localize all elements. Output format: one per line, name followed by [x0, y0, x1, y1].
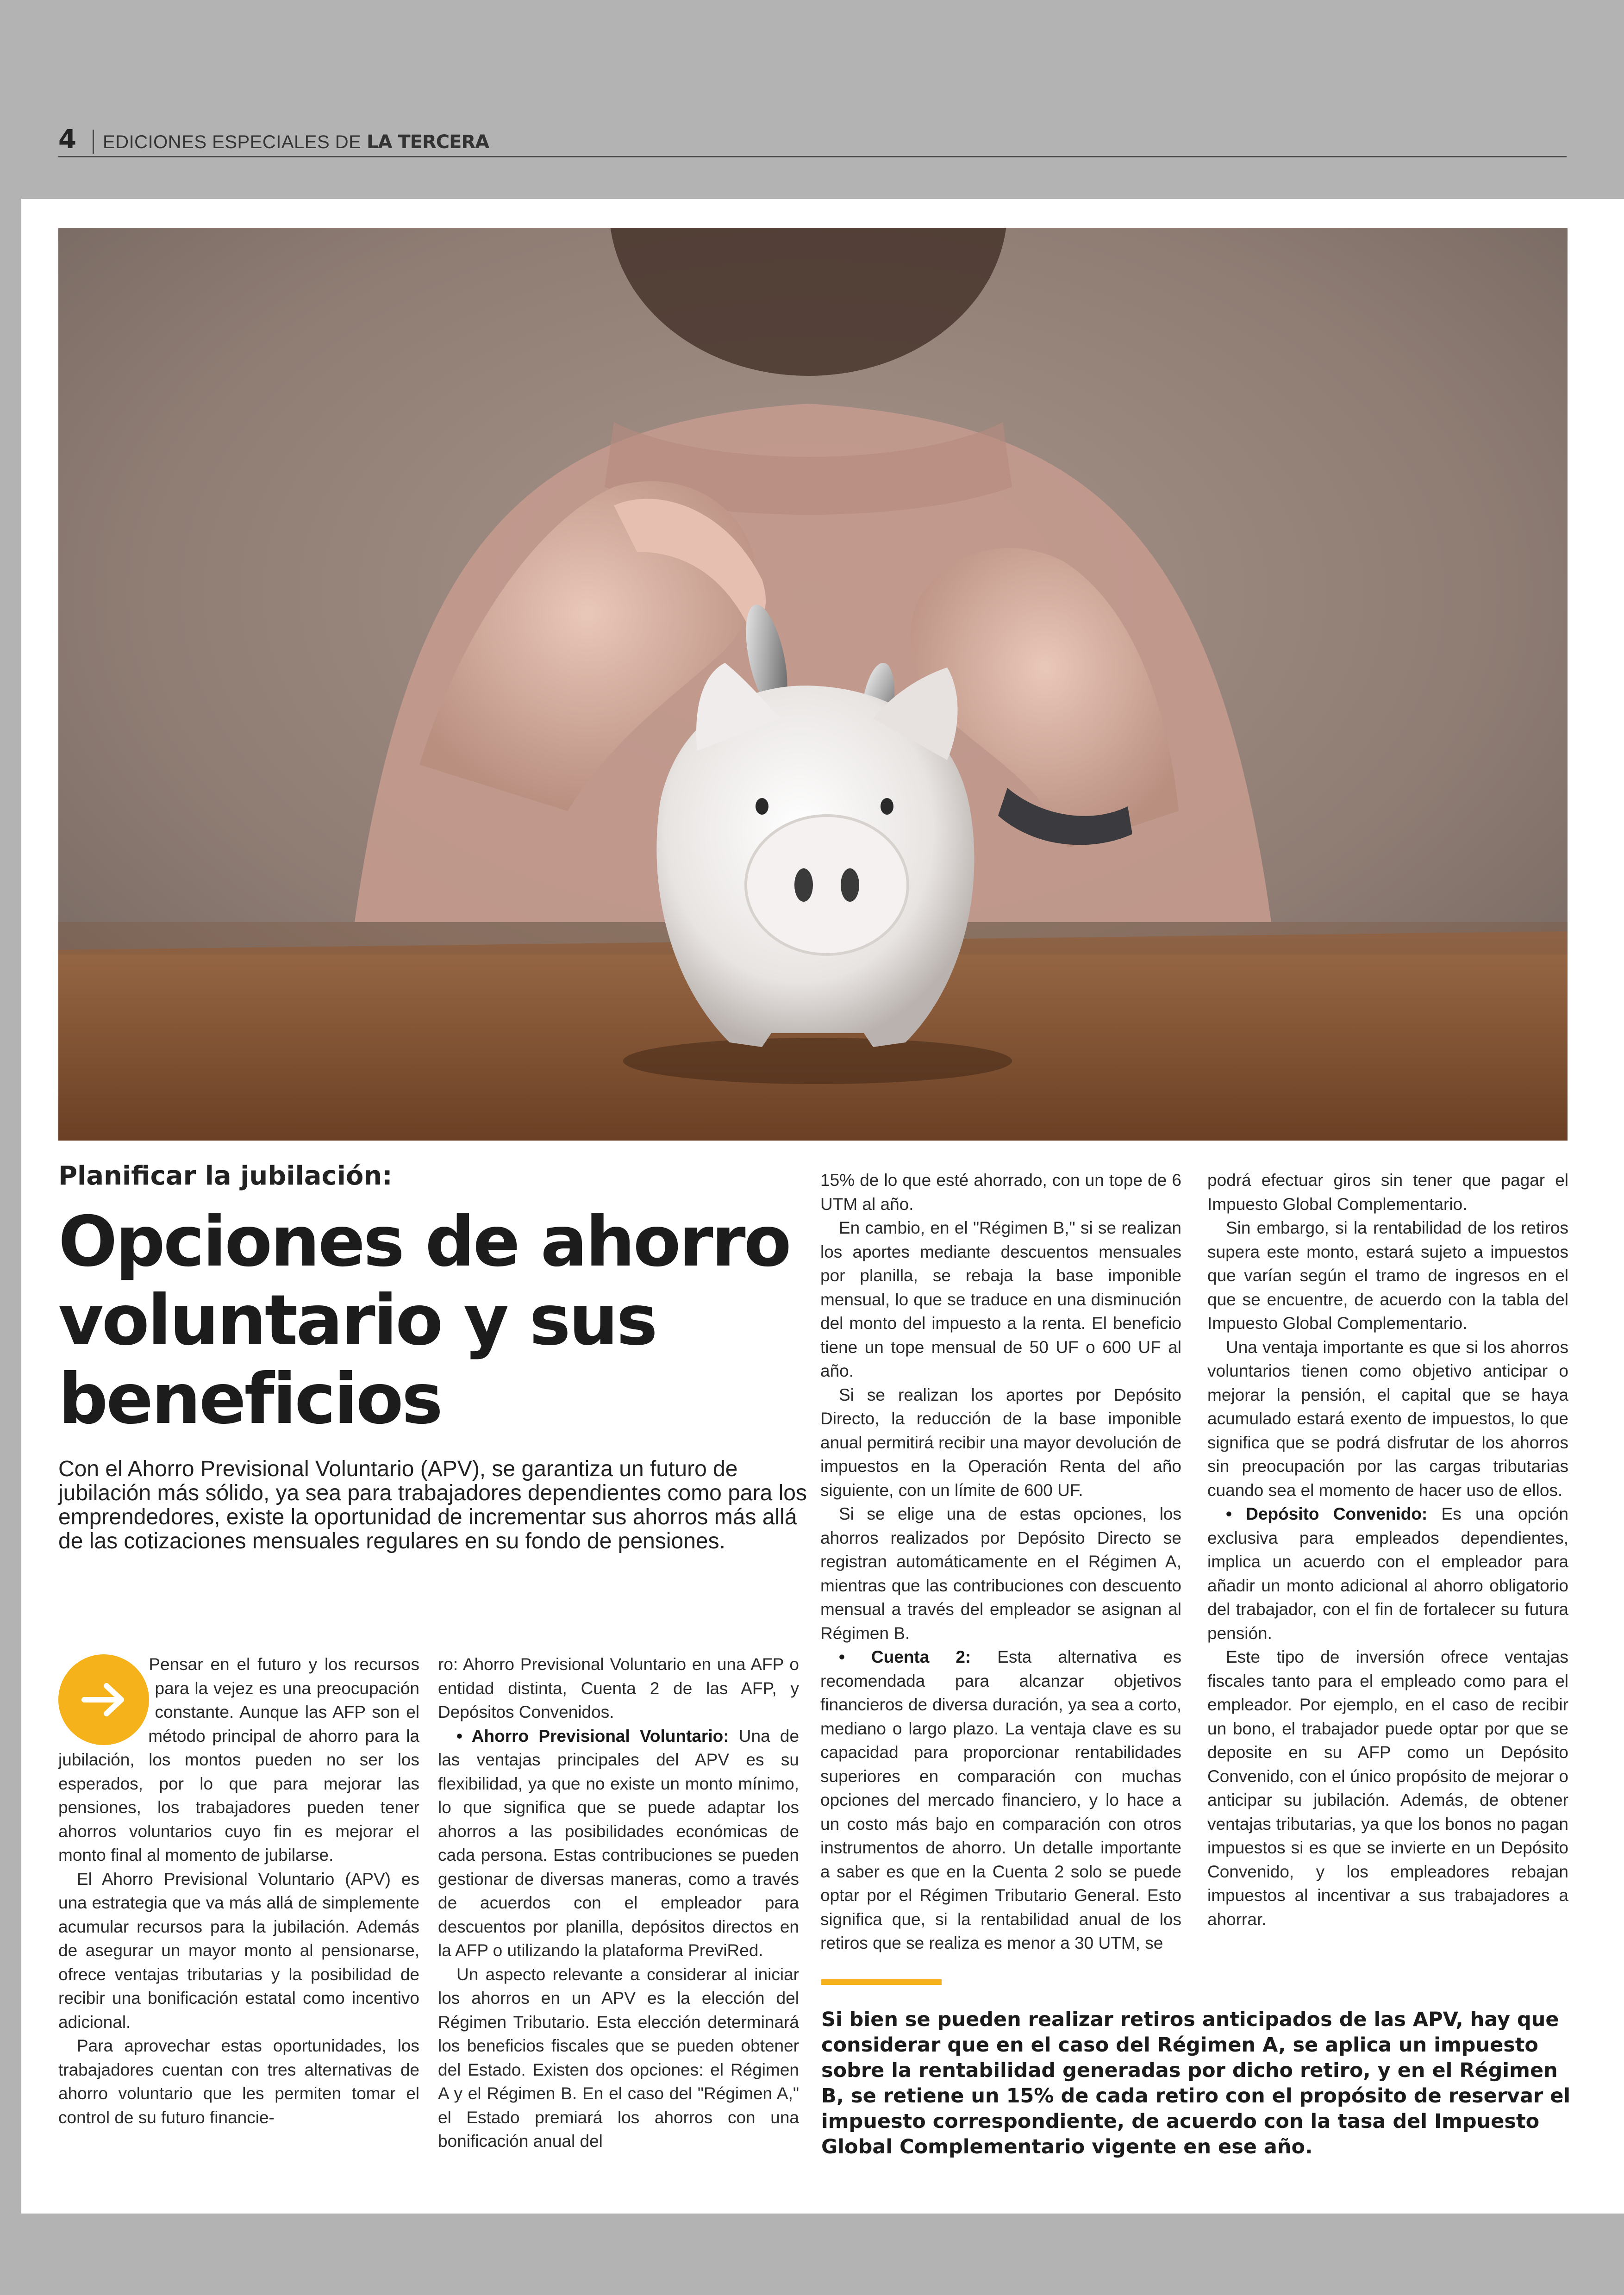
body-paragraph: Si se elige una de estas opciones, los ahorros realizados por Depósito Directo se registran automáticamente en el Régimen A, mientras que las contribuciones con descuento mensual a través del empleador se asignan al Régimen B. [820, 1504, 1181, 1643]
article-deck: Con el Ahorro Previsional Voluntario (APV), se garantiza un futuro de jubilación más sólido, ya sea para trabajadores dependientes como para los emprendedores, existe la oportunidad de incrementar sus ahorros más allá de las cotizaciones mensuales regulares en su fondo de pensiones. [58, 1457, 807, 1553]
body-column-4 [1207, 1168, 1568, 1931]
body-paragraph-cuenta2 [820, 1645, 1181, 1955]
subhead-apv: • Ahorro Previsional Voluntario: [456, 1726, 729, 1746]
body-paragraph: Pensar en el futuro y los recursos para la vejez es una preocupación constante. Aunque las AFP son el método principal de ahorro para la jubilación, los montos pueden no ser los esperados, por lo que para mejorar las pensiones, los trabajadores pueden tener ahorros voluntarios cuyo fin es mejorar el monto final al momento de jubilarse. [58, 1655, 419, 1865]
article-kicker: Planificar la jubilación: [58, 1161, 393, 1191]
publication-name: LA TERCERA [366, 131, 489, 153]
pullquote: Si bien se pueden realizar retiros anticipados de las APV, hay que considerar que en el caso del Régimen A, se aplica un impuesto sobre la rentabilidad generadas por dicho retiro, y en el Régimen B, se retiene un 15% de cada retiro con el propósito de reservar el impuesto correspondiente, de acuerdo con la tasa del Impuesto Global Complementario vigente en ese año. [821, 2008, 1571, 2158]
body-text: Una de las ventajas principales del APV es su flexibilidad, ya que no existe un monto mínimo, lo que significa que se puede adaptar los ahorros a las posibilidades económicas de cada persona. Estas contribuciones se pueden gestionar de diversas maneras, como a través de acuerdos con el empleador para descuentos por planilla, depósitos directos en la AFP o utilizando la plataforma PreviRed. [438, 1726, 800, 1960]
body-paragraph: El Ahorro Previsional Voluntario (APV) es una estrategia que va más allá de simplemente acumular recursos para la jubilación. Además de asegurar un mayor monto al pensionarse, ofrece ventajas tributarias y la posibilidad de recibir una bonificación estatal como incentivo adicional. [58, 1869, 419, 2032]
body-paragraph: Este tipo de inversión ofrece ventajas fiscales tanto para el empleado como para el empleador. Por ejemplo, en el caso de recibir un bono, el trabajador puede optar por que se deposite en su AFP como un Depósito Convenido, con el único propósito de mejorar o anticipar su jubilación. Además, de obtener ventajas tributarias, ya que los bonos no pagan impuestos si es que se invierte en un Depósito Convenido, y los empleadores rebajan impuestos al incentivar a sus trabajadores a ahorrar. [1207, 1647, 1568, 1929]
pullquote-rule [821, 1979, 942, 1985]
body-paragraph: Para aprovechar estas oportunidades, los trabajadores cuentan con tres alternativas de ahorro voluntario que les permiten tomar el control de su futuro financie- [58, 2036, 419, 2127]
body-paragraph-deposito [1207, 1502, 1568, 1645]
body-paragraph: En cambio, en el "Régimen B," si se realizan los aportes mediante descuentos mensuales por planilla, se rebaja la base imponible mensual, lo que se traduce en una disminución del monto del impuesto a la renta. El beneficio tiene un tope mensual de 50 UF o 600 UF al año. [820, 1218, 1181, 1380]
body-paragraph: Si se realizan los aportes por Depósito Directo, la reducción de la base imponible anual permitirá recibir una mayor devolución de impuestos en la Operación Renta del año siguiente, con un límite de 600 UF. [820, 1385, 1181, 1500]
body-paragraph: podrá efectuar giros sin tener que pagar el Impuesto Global Complementario. [1207, 1171, 1568, 1214]
body-text: Es una opción exclusiva para empleados dependientes, implica un acuerdo con el empleador para añadir un monto adicional al ahorro obligatorio del trabajador, con el fin de fortalecer su futura pensión. [1207, 1504, 1568, 1643]
piggy-bank-photo [58, 228, 1568, 1141]
page-number: 4 [58, 125, 76, 155]
arrow-right-icon [58, 1654, 149, 1745]
header-divider [93, 130, 94, 154]
subhead-deposito-convenido: • Depósito Convenido: [1226, 1504, 1428, 1523]
article-page [21, 199, 1624, 2214]
article-title: Opciones de ahorro voluntario y sus beneficios [58, 1202, 790, 1440]
body-column-2 [438, 1653, 799, 2153]
body-text: Esta alternativa es recomendada para alcanzar objetivos financieros de diversa duración, ya sea a corto, mediano o largo plazo. La ventaja clave es su capacidad para proporcionar rentabilidades superiores en comparación con muchas opciones del mercado financiero, y lo hace a un costo más bajo en comparación con otros instrumentos de ahorro. Un detalle importante a saber es que en la Cuenta 2 solo se puede optar por el Régimen Tributario General. Esto significa que, si la rentabilidad anual de los retiros que se realiza es menor a 30 UTM, se [820, 1647, 1181, 1952]
body-paragraph: Un aspecto relevante a considerar al iniciar los ahorros en un APV es la elección del Régimen Tributario. Esta elección determinará los beneficios fiscales que se pueden obtener del Estado. Existen dos opciones: el Régimen A y el Régimen B. En el caso del "Régimen A," el Estado premiará los ahorros con una bonificación anual del [438, 1964, 799, 2151]
page-header [58, 126, 1567, 157]
body-column-1 [58, 1653, 419, 2129]
body-column-3 [820, 1168, 1181, 1955]
body-paragraph: Sin embargo, si la rentabilidad de los retiros supera este monto, estará sujeto a impuestos que varían según el tramo de ingresos en el que se encuentre, de acuerdo con la tabla del Impuesto Global Complementario. [1207, 1218, 1568, 1333]
subhead-cuenta-2: • Cuenta 2: [839, 1647, 971, 1666]
section-prefix: EDICIONES ESPECIALES DE [103, 132, 362, 152]
body-paragraph: 15% de lo que esté ahorrado, con un tope de 6 UTM al año. [820, 1171, 1181, 1214]
section-name [103, 131, 489, 154]
body-paragraph: ro: Ahorro Previsional Voluntario en una AFP o entidad distinta, Cuenta 2 de las AFP, y Depósitos Convenidos. [438, 1655, 799, 1721]
body-paragraph-apv [438, 1724, 799, 1963]
body-paragraph: Una ventaja importante es que si los ahorros voluntarios tienen como objetivo anticipar o mejorar la pensión, el capital que se haya acumulado estará exento de impuestos, lo que significa que se podrá disfrutar de los ahorros sin preocupación por las cargas tributarias cuando sea el momento de hacer uso de ellos. [1207, 1337, 1568, 1500]
